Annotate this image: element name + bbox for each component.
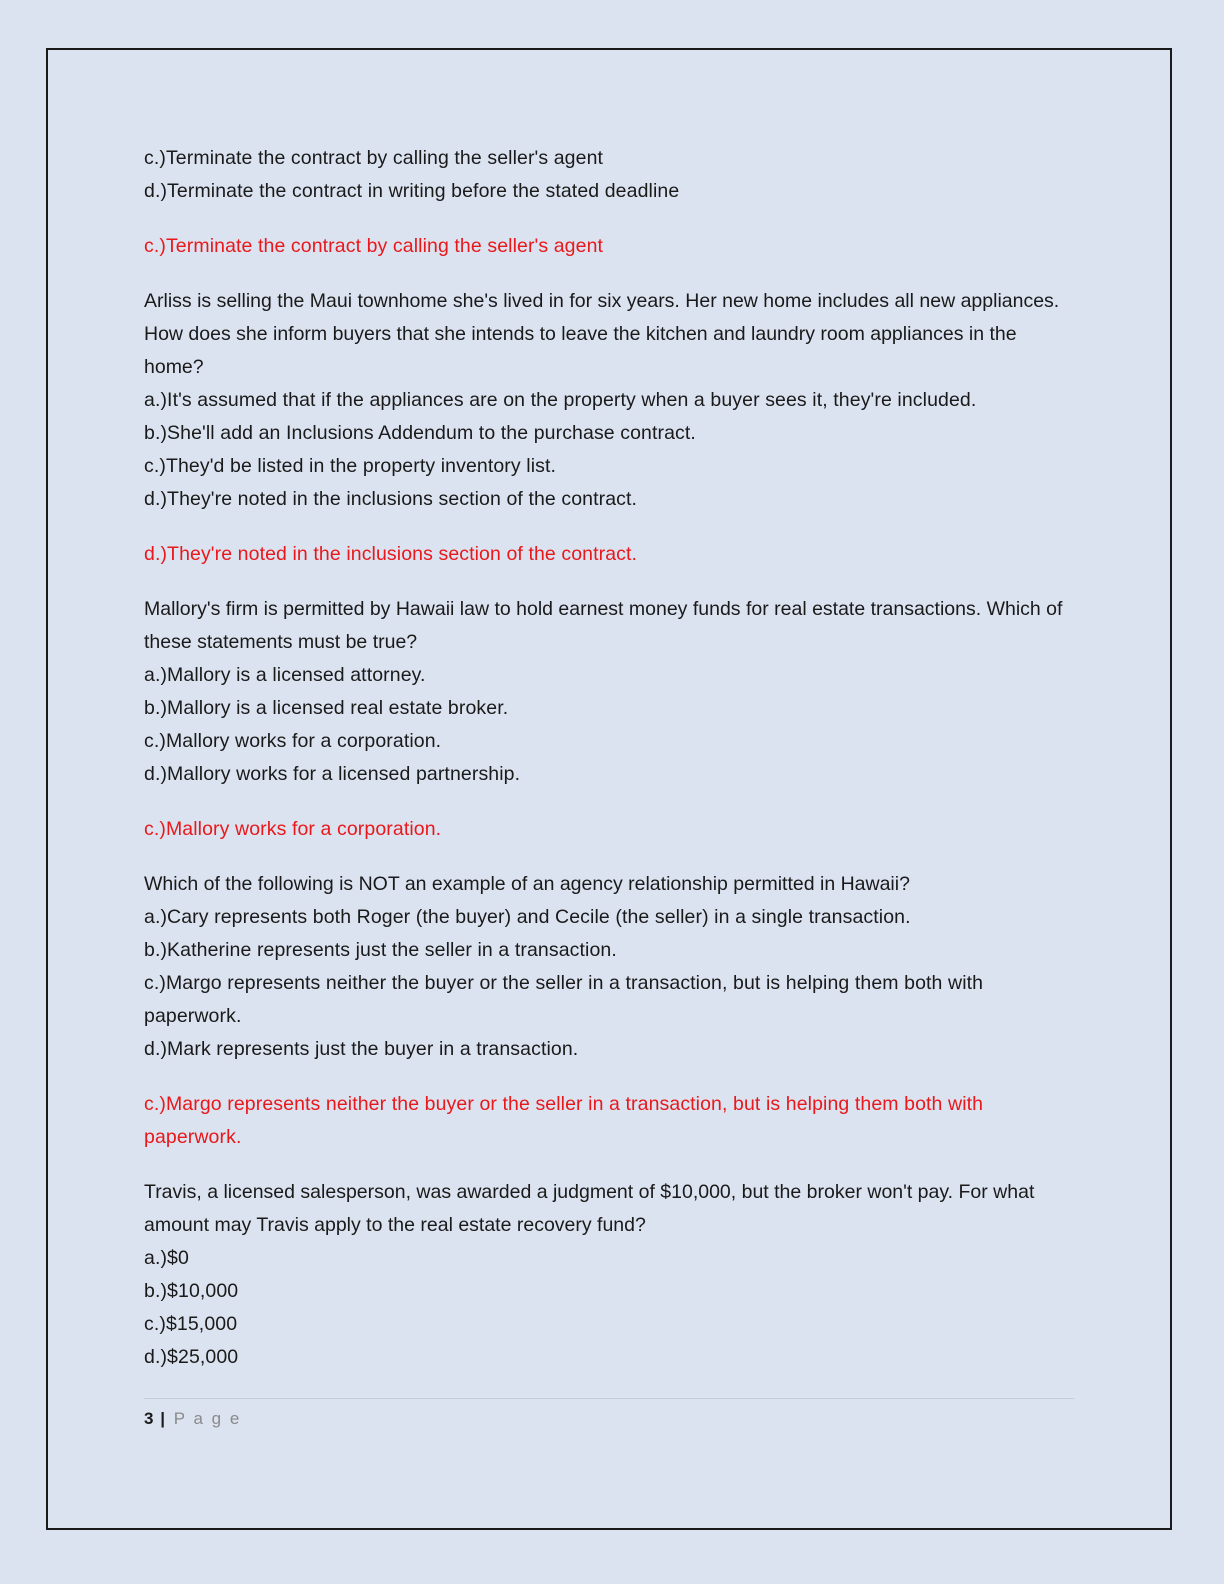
answer-text xyxy=(144,1088,1074,1154)
answer-line: c.)Margo represents neither the buyer or the seller in a transaction, but is helping them both with paperwork. xyxy=(144,1093,984,1148)
question-paragraph: Arliss is selling the Maui townhome she's lived in for six years. Her new home includes all new appliances. How does she inform buyers that she intends to leave the kitchen and laundry room appliances in the home? xyxy=(144,290,1060,378)
option-line: a.)Cary represents both Roger (the buyer) and Cecile (the seller) in a single transaction. xyxy=(144,906,911,928)
option-line: c.)Terminate the contract by calling the seller's agent xyxy=(144,147,604,169)
answer-text xyxy=(144,230,1074,263)
question-paragraph: Travis, a licensed salesperson, was awarded a judgment of $10,000, but the broker won't pay. For what amount may Travis apply to the real estate recovery fund? xyxy=(144,1181,1035,1236)
option-list xyxy=(144,384,1074,516)
option-list xyxy=(144,1242,1074,1374)
answer-text xyxy=(144,538,1074,571)
option-line: c.)Margo represents neither the buyer or the seller in a transaction, but is helping them both with paperwork. xyxy=(144,972,984,1027)
option-line: c.)Mallory works for a corporation. xyxy=(144,730,442,752)
option-line: d.)They're noted in the inclusions section of the contract. xyxy=(144,488,638,510)
option-line: b.)Katherine represents just the seller in a transaction. xyxy=(144,939,617,961)
question-paragraph: Mallory's firm is permitted by Hawaii law to hold earnest money funds for real estate transactions. Which of these statements must be true? xyxy=(144,598,1063,653)
answer-line: d.)They're noted in the inclusions section of the contract. xyxy=(144,543,638,565)
option-list xyxy=(144,659,1074,791)
question-text xyxy=(144,593,1074,659)
answer-text xyxy=(144,813,1074,846)
footer-page-indicator xyxy=(144,1409,1074,1429)
page-frame xyxy=(46,48,1172,1530)
question-text xyxy=(144,1176,1074,1242)
page-word: P a g e xyxy=(173,1409,242,1428)
page-number: 3 xyxy=(144,1409,154,1428)
option-line: d.)Terminate the contract in writing before the stated deadline xyxy=(144,180,680,202)
question-text xyxy=(144,285,1074,384)
option-line: d.)Mark represents just the buyer in a transaction. xyxy=(144,1038,579,1060)
answer-line: c.)Mallory works for a corporation. xyxy=(144,818,442,840)
page-separator: | xyxy=(160,1409,167,1428)
option-line: b.)$10,000 xyxy=(144,1280,239,1302)
page-footer xyxy=(144,1398,1074,1429)
option-line: d.)Mallory works for a licensed partnership. xyxy=(144,763,521,785)
option-line: a.)It's assumed that if the appliances are on the property when a buyer sees it, they're included. xyxy=(144,389,977,411)
option-line: b.)Mallory is a licensed real estate broker. xyxy=(144,697,509,719)
footer-divider xyxy=(144,1398,1074,1399)
option-line: b.)She'll add an Inclusions Addendum to the purchase contract. xyxy=(144,422,696,444)
option-list xyxy=(144,901,1074,1066)
option-line: a.)$0 xyxy=(144,1247,189,1269)
option-line: c.)They'd be listed in the property inventory list. xyxy=(144,455,557,477)
question-text xyxy=(144,868,1074,901)
answer-line: c.)Terminate the contract by calling the seller's agent xyxy=(144,235,604,257)
option-line: d.)$25,000 xyxy=(144,1346,239,1368)
option-list xyxy=(144,142,1074,208)
option-line: a.)Mallory is a licensed attorney. xyxy=(144,664,426,686)
document-body xyxy=(144,142,1074,1396)
question-paragraph: Which of the following is NOT an example of an agency relationship permitted in Hawaii? xyxy=(144,873,910,895)
option-line: c.)$15,000 xyxy=(144,1313,238,1335)
